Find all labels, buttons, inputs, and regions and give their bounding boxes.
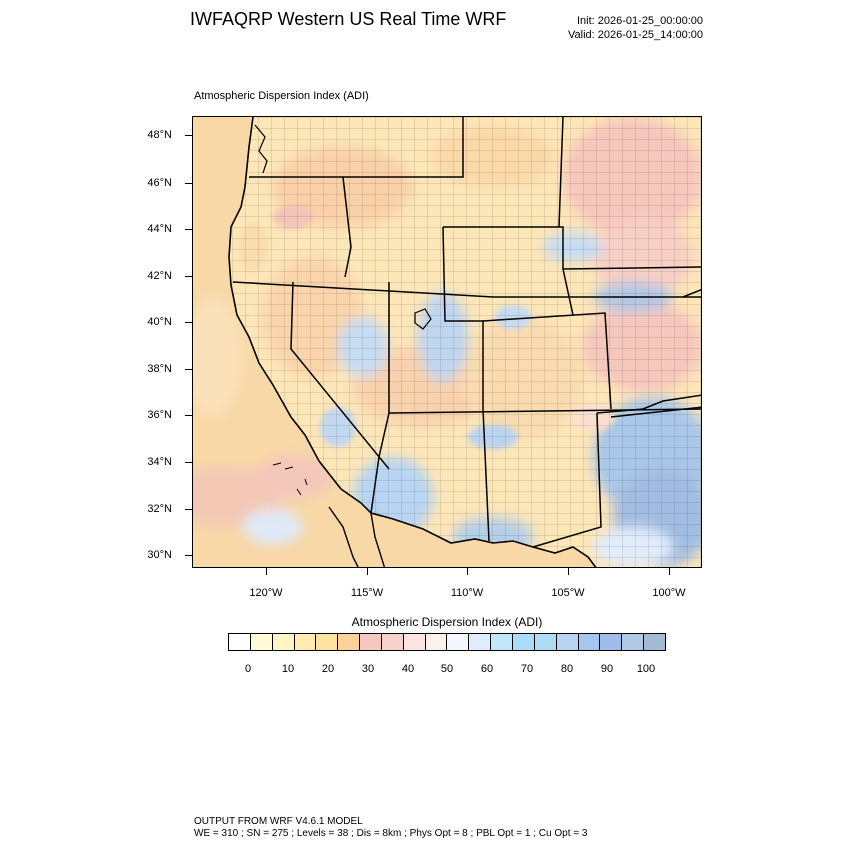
lat-label-40n: 40°N	[147, 316, 172, 328]
lat-tick	[185, 135, 192, 136]
lat-label-34n: 34°N	[147, 456, 172, 468]
valid-time: Valid: 2026-01-25_14:00:00	[568, 29, 703, 41]
lon-tick	[568, 568, 569, 575]
lat-label-36n: 36°N	[147, 409, 172, 421]
lat-tick	[185, 276, 192, 277]
page-title: IWFAQRP Western US Real Time WRF	[190, 9, 507, 29]
lat-label-46n: 46°N	[147, 177, 172, 189]
lon-label-115w: 115°W	[350, 587, 384, 599]
legend-label: 60	[480, 663, 494, 675]
lon-label-120w: 120°W	[249, 587, 283, 599]
legend-label: 100	[636, 663, 656, 675]
lon-label-100w: 100°W	[652, 587, 686, 599]
legend-swatch	[382, 634, 404, 650]
legend-swatch	[644, 634, 665, 650]
lat-tick	[185, 322, 192, 323]
legend-label: 50	[440, 663, 454, 675]
lat-label-30n: 30°N	[147, 549, 172, 561]
lon-label-105w: 105°W	[551, 587, 585, 599]
lat-label-42n: 42°N	[147, 270, 172, 282]
lon-tick	[669, 568, 670, 575]
lon-tick	[266, 568, 267, 575]
legend-swatch	[229, 634, 251, 650]
lon-tick	[467, 568, 468, 575]
lat-tick	[185, 462, 192, 463]
legend-swatch	[557, 634, 579, 650]
lat-tick	[185, 415, 192, 416]
legend-label: 0	[244, 663, 252, 675]
legend-swatch	[600, 634, 622, 650]
map-panel	[192, 116, 702, 568]
legend-swatch	[251, 634, 273, 650]
legend-swatch	[426, 634, 448, 650]
lat-tick	[185, 183, 192, 184]
lat-tick	[185, 509, 192, 510]
legend-swatch	[535, 634, 557, 650]
legend-swatch	[338, 634, 360, 650]
lat-tick	[185, 229, 192, 230]
legend-label: 20	[321, 663, 335, 675]
lat-tick	[185, 555, 192, 556]
legend-title: Atmospheric Dispersion Index (ADI)	[351, 615, 543, 629]
lon-tick	[367, 568, 368, 575]
legend-swatch	[295, 634, 317, 650]
map-subtitle: Atmospheric Dispersion Index (ADI)	[194, 90, 369, 102]
legend-swatch	[622, 634, 644, 650]
lat-label-32n: 32°N	[147, 503, 172, 515]
legend-swatch	[273, 634, 295, 650]
legend-swatch	[447, 634, 469, 650]
init-time: Init: 2026-01-25_00:00:00	[577, 15, 703, 27]
time-info	[540, 14, 703, 42]
legend-label: 70	[520, 663, 534, 675]
color-legend	[228, 633, 666, 651]
legend-label: 30	[361, 663, 375, 675]
adi-map	[193, 117, 702, 568]
lat-label-48n: 48°N	[147, 129, 172, 141]
model-version: OUTPUT FROM WRF V4.6.1 MODEL	[194, 816, 363, 827]
legend-swatch	[404, 634, 426, 650]
model-settings: WE = 310 ; SN = 275 ; Levels = 38 ; Dis = 8km ; Phys Opt = 8 ; PBL Opt = 1 ; Cu Opt = 3	[194, 828, 588, 839]
model-info	[194, 816, 587, 840]
legend-swatch	[513, 634, 535, 650]
lat-label-44n: 44°N	[147, 223, 172, 235]
lon-label-110w: 110°W	[450, 587, 484, 599]
lat-tick	[185, 369, 192, 370]
legend-label: 10	[281, 663, 295, 675]
legend-label: 80	[560, 663, 574, 675]
legend-swatch	[579, 634, 601, 650]
lat-label-38n: 38°N	[147, 363, 172, 375]
legend-label: 40	[401, 663, 415, 675]
legend-label: 90	[600, 663, 614, 675]
legend-swatch	[360, 634, 382, 650]
legend-swatch	[469, 634, 491, 650]
legend-swatch	[316, 634, 338, 650]
legend-swatch	[491, 634, 513, 650]
